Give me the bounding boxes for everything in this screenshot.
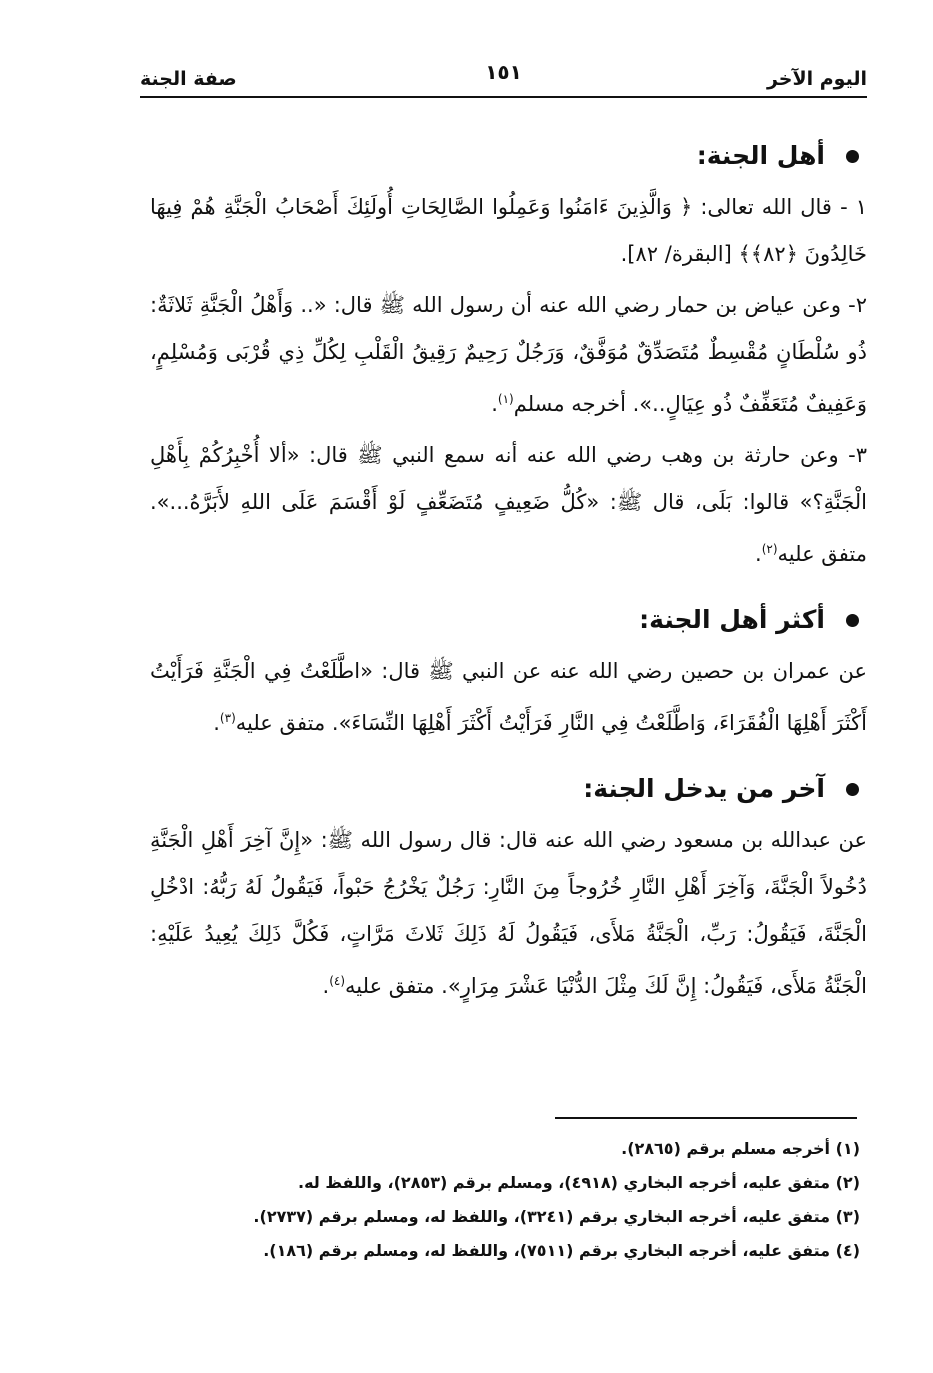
section-heading-text: آخر من يدخل الجنة: — [583, 774, 825, 803]
header-chapter-title: صفة الجنة — [140, 68, 237, 90]
footnote-ref[interactable]: (٤) — [329, 974, 346, 988]
section-heading — [150, 592, 867, 648]
paragraph: عن عبدالله بن مسعود رضي الله عنه قال: قال رسول الله ﷺ: «إِنَّ آخِرَ أَهْلِ الْجَنَّةِ دُخُولاً الْجَنَّةَ، وَآخِرَ أَهْلِ النَّارِ خُرُوجاً مِنَ النَّارِ: رَجُلٌ يَخْرُجُ حَبْواً، فَيَقُولُ لَهُ رَبُّهُ: ادْخُلِ الْجَنَّةَ، فَيَقُولُ: رَبِّ، الْجَنَّةُ مَلأَى، فَيَقُولُ لَهُ ذَلِكَ ثَلاثَ مَرَّاتٍ، فَكُلَّ ذَلِكَ يُعِيدُ عَلَيْهِ: الْجَنَّةُ مَلأَى، فَيَقُولُ: إِنَّ لَكَ مِثْلَ الدُّنْيَا عَشْرَ مِرَارٍ». متفق عليه$^{(٤)}$. — [150, 828, 867, 998]
footnote-item: (١) أخرجه مسلم برقم (٢٨٦٥). — [621, 1139, 860, 1158]
item-text: عن عبدالله بن مسعود رضي الله عنه قال: قال رسول الله ﷺ: «إِنَّ آخِرَ أَهْلِ الْجَنَّةِ دُخُولاً الْجَنَّةَ، وَآخِرَ أَهْلِ النَّارِ خُرُوجاً مِنَ النَّارِ: رَجُلٌ يَخْرُجُ حَبْواً، فَيَقُولُ لَهُ رَبُّهُ: ادْخُلِ الْجَنَّةَ، فَيَقُولُ: رَبِّ، الْجَنَّةُ مَلأَى، فَيَقُولُ لَهُ ذَلِكَ ثَلاثَ مَرَّاتٍ، فَكُلَّ ذَلِكَ يُعِيدُ عَلَيْهِ: الْجَنَّةُ مَلأَى، فَيَقُولُ: إِنَّ لَكَ مِثْلَ الدُّنْيَا عَشْرَ مِرَارٍ». متفق عليه — [150, 828, 867, 998]
section-heading — [150, 128, 867, 184]
item-number: ٢- — [848, 293, 867, 317]
page-number: ١٥١ — [485, 60, 522, 84]
footnotes — [140, 1132, 860, 1268]
item-text: عن عمران بن حصين رضي الله عنه عن النبي ﷺ قال: «اطَّلَعْتُ فِي الْجَنَّةِ فَرَأَيْتُ أَكْثَرَ أَهْلِهَا الْفُقَرَاءَ، وَاطَّلَعْتُ فِي النَّارِ فَرَأَيْتُ أَكْثَرَ أَهْلِهَا النِّسَاءَ». متفق عليه — [150, 659, 867, 735]
bullet-icon — [846, 150, 859, 163]
footnote-ref[interactable]: (٢) — [761, 542, 778, 556]
section-last-to-enter-paradise — [150, 761, 867, 1010]
item-text: وعن عياض بن حمار رضي الله عنه أن رسول الله ﷺ قال: «.. وَأَهْلُ الْجَنَّةِ ثَلاثَةٌ: ذُو سُلْطَانٍ مُقْسِطٌ مُتَصَدِّقٌ مُوَفَّقٌ، وَرَجُلٌ رَحِيمٌ رَقِيقُ الْقَلْبِ لِكُلِّ ذِي قُرْبَى وَمُسْلِمٍ، وَعَفِيفٌ مُتَعَفِّفٌ ذُو عِيَالٍ..». أخرجه مسلم — [150, 293, 867, 416]
section-most-people-of-paradise — [150, 592, 867, 747]
bullet-icon — [846, 783, 859, 796]
bullet-icon — [846, 614, 859, 627]
section-heading-text: أكثر أهل الجنة: — [639, 605, 825, 634]
header-rule — [140, 96, 867, 98]
footnote-item: (٣) متفق عليه، أخرجه البخاري برقم (٣٢٤١)، واللفظ له، ومسلم برقم (٢٧٣٧). — [253, 1207, 860, 1226]
footnote-ref[interactable]: (٣) — [219, 711, 236, 725]
section-people-of-paradise — [150, 128, 867, 578]
main-content — [150, 128, 867, 1010]
item-text: قال الله تعالى: ﴿ وَالَّذِينَ ءَامَنُوا وَعَمِلُوا الصَّالِحَاتِ أُولَئِكَ أَصْحَابُ الْجَنَّةِ هُمْ فِيهَا خَالِدُونَ ﴿٨٢﴾﴾ [البقرة/ ٨٢]. — [150, 195, 867, 266]
footnote-ref[interactable]: (١) — [497, 392, 514, 406]
numbered-paragraph — [150, 184, 867, 278]
running-header — [140, 56, 867, 96]
header-book-title: اليوم الآخر — [766, 68, 867, 90]
item-text: وعن حارثة بن وهب رضي الله عنه أنه سمع النبي ﷺ قال: «ألا أُخْبِرُكُمْ بِأَهْلِ الْجَنَّةِ؟» قالوا: بَلَى، قال ﷺ: «كُلُّ ضَعِيفٍ مُتَضَعِّفٍ لَوْ أَقْسَمَ عَلَى اللهِ لأَبَرَّهُ...». متفق عليه — [150, 443, 867, 566]
item-number: ٣- — [848, 443, 867, 467]
section-heading — [150, 761, 867, 817]
item-number: ١ - — [840, 195, 867, 219]
paragraph: عن عمران بن حصين رضي الله عنه عن النبي ﷺ قال: «اطَّلَعْتُ فِي الْجَنَّةِ فَرَأَيْتُ أَكْثَرَ أَهْلِهَا الْفُقَرَاءَ، وَاطَّلَعْتُ فِي النَّارِ فَرَأَيْتُ أَكْثَرَ أَهْلِهَا النِّسَاءَ». متفق عليه$^{(٣)}$. — [150, 659, 867, 735]
section-heading-text: أهل الجنة: — [696, 141, 825, 170]
footnote-item: (٤) متفق عليه، أخرجه البخاري برقم (٧٥١١)، واللفظ له، ومسلم برقم (١٨٦). — [263, 1241, 860, 1260]
footnote-separator — [555, 1117, 857, 1119]
numbered-paragraph: ٣- وعن حارثة بن وهب رضي الله عنه أنه سمع النبي ﷺ قال: «ألا أُخْبِرُكُمْ بِأَهْلِ الْجَنَّةِ؟» قالوا: بَلَى، قال ﷺ: «كُلُّ ضَعِيفٍ مُتَضَعِّفٍ لَوْ أَقْسَمَ عَلَى اللهِ لأَبَرَّهُ...». متفق عليه$^{(٢)}$. — [150, 443, 867, 566]
numbered-paragraph: ٢- وعن عياض بن حمار رضي الله عنه أن رسول الله ﷺ قال: «.. وَأَهْلُ الْجَنَّةِ ثَلاثَةٌ: ذُو سُلْطَانٍ مُقْسِطٌ مُتَصَدِّقٌ مُوَفَّقٌ، وَرَجُلٌ رَحِيمٌ رَقِيقُ الْقَلْبِ لِكُلِّ ذِي قُرْبَى وَمُسْلِمٍ، وَعَفِيفٌ مُتَعَفِّفٌ ذُو عِيَالٍ..». أخرجه مسلم$^{(١)}$. — [150, 293, 867, 416]
footnote-item: (٢) متفق عليه، أخرجه البخاري (٤٩١٨)، ومسلم برقم (٢٨٥٣)، واللفظ له. — [297, 1173, 860, 1192]
